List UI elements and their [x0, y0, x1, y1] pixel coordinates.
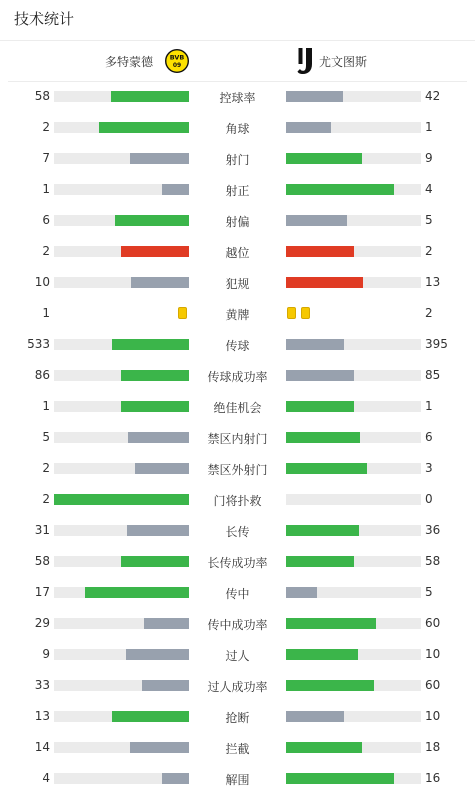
away-stat-value: 4 [425, 182, 433, 196]
home-stat-value: 17 [34, 585, 50, 599]
away-stat-bar-track [286, 122, 421, 133]
stat-label: 绝佳机会 [213, 401, 262, 415]
away-stat-bar-track [286, 494, 421, 505]
stat-label: 犯规 [225, 277, 250, 291]
home-stat-bar-fill [85, 587, 189, 598]
yellow-card-icon [287, 307, 296, 319]
away-stat-value: 0 [425, 492, 433, 506]
home-stat-bar-track [54, 711, 189, 722]
home-stat-bar-track [54, 649, 189, 660]
stat-label: 解围 [225, 773, 250, 787]
stat-label: 射门 [225, 153, 250, 167]
away-stat-bar-fill [286, 649, 358, 660]
home-stat-bar-track [54, 370, 189, 381]
home-stat-bar-track [54, 277, 189, 288]
stat-row [0, 608, 475, 639]
away-stat-value: 10 [425, 647, 441, 661]
teams-header [8, 41, 467, 82]
stat-row [0, 546, 475, 577]
away-stat-bar-track [286, 184, 421, 195]
away-team-name[interactable]: 尤文图斯 [319, 55, 368, 69]
home-stat-bar-track [54, 184, 189, 195]
away-stat-bar-fill [286, 680, 374, 691]
stat-row [0, 484, 475, 515]
stat-row [0, 298, 475, 329]
home-stat-bar-track [54, 215, 189, 226]
home-team-name[interactable]: 多特蒙德 [104, 55, 153, 69]
home-stat-value: 1 [42, 182, 50, 196]
home-stat-value: 533 [27, 337, 50, 351]
away-stat-bar-track [286, 742, 421, 753]
away-stat-value: 60 [425, 678, 441, 692]
away-stat-bar-track [286, 91, 421, 102]
home-stat-value: 6 [42, 213, 50, 227]
away-stat-value: 85 [425, 368, 441, 382]
stat-label: 角球 [225, 122, 250, 136]
away-stat-bar-track [286, 246, 421, 257]
home-stat-bar-fill [54, 494, 189, 505]
stat-row [0, 391, 475, 422]
stat-row [0, 577, 475, 608]
bvb-logo-text-top: BVB [169, 53, 185, 62]
away-stat-bar-track [286, 680, 421, 691]
away-stat-value: 1 [425, 120, 433, 134]
stats-list [0, 81, 475, 794]
away-stat-bar-fill [286, 184, 394, 195]
home-stat-value: 2 [42, 461, 50, 475]
away-stat-value: 5 [425, 585, 433, 599]
away-stat-value: 2 [425, 244, 433, 258]
stat-label: 传球成功率 [207, 370, 268, 384]
home-stat-value: 29 [34, 616, 50, 630]
stat-label: 过人成功率 [207, 680, 268, 694]
away-stat-bar-track [286, 215, 421, 226]
bvb-crest-icon[interactable] [165, 49, 189, 73]
away-stat-value: 2 [425, 306, 433, 320]
home-stat-bar-track [54, 494, 189, 505]
away-stat-bar-fill [286, 525, 359, 536]
home-stat-bar-fill [99, 122, 189, 133]
stat-row [0, 515, 475, 546]
stat-label: 射正 [225, 184, 250, 198]
stat-row [0, 453, 475, 484]
home-stat-value: 9 [42, 647, 50, 661]
home-stat-value: 33 [34, 678, 50, 692]
away-stat-bar-track [286, 649, 421, 660]
home-stat-value: 2 [42, 244, 50, 258]
away-stat-bar-track [286, 432, 421, 443]
stat-label: 长传 [225, 525, 250, 539]
home-stat-value: 1 [42, 306, 50, 320]
stat-label: 长传成功率 [207, 556, 268, 570]
away-stat-bar-fill [286, 742, 362, 753]
stat-label: 传球 [225, 339, 250, 353]
home-stat-value: 4 [42, 771, 50, 785]
stat-label: 越位 [225, 246, 250, 260]
bvb-logo-text-bottom: 09 [172, 61, 182, 69]
home-stat-bar-fill [121, 246, 189, 257]
away-stat-value: 36 [425, 523, 441, 537]
home-stat-bar-track [54, 773, 189, 784]
home-stat-bar-fill [130, 153, 189, 164]
stat-label: 传中成功率 [207, 618, 268, 632]
away-stat-bar-track [286, 401, 421, 412]
away-stat-value: 6 [425, 430, 433, 444]
home-stat-bar-fill [162, 184, 189, 195]
away-stat-value: 5 [425, 213, 433, 227]
home-stat-bar-track [54, 463, 189, 474]
home-stat-value: 2 [42, 492, 50, 506]
away-stat-bar-track [286, 153, 421, 164]
stat-row [0, 143, 475, 174]
home-stat-bar-fill [162, 773, 189, 784]
home-stat-bar-track [54, 525, 189, 536]
away-stat-bar-track [286, 587, 421, 598]
stat-label: 拦截 [225, 742, 250, 756]
home-stat-value: 2 [42, 120, 50, 134]
away-stat-bar-fill [286, 339, 344, 350]
home-stat-bar-fill [127, 525, 189, 536]
away-stat-value: 395 [425, 337, 448, 351]
stat-label: 控球率 [219, 91, 256, 105]
away-stat-bar-fill [286, 618, 376, 629]
away-stat-bar-track [286, 711, 421, 722]
home-stat-bar-track [54, 618, 189, 629]
away-stat-bar-track [286, 556, 421, 567]
away-stat-bar-fill [286, 370, 354, 381]
stat-row [0, 732, 475, 763]
stat-row [0, 670, 475, 701]
stat-row [0, 205, 475, 236]
home-stat-bar-fill [128, 432, 189, 443]
away-stat-bar-track [286, 773, 421, 784]
stat-label: 过人 [225, 649, 250, 663]
home-stat-bar-fill [111, 91, 189, 102]
stat-label: 禁区内射门 [207, 432, 268, 446]
home-stat-bar-fill [126, 649, 189, 660]
stat-label: 门将扑救 [213, 494, 262, 508]
stat-row [0, 267, 475, 298]
away-stat-bar-fill [286, 401, 354, 412]
home-stat-bar-fill [121, 556, 189, 567]
home-stat-value: 7 [42, 151, 50, 165]
stat-row [0, 360, 475, 391]
home-stat-value: 1 [42, 399, 50, 413]
home-stat-bar-fill [135, 463, 189, 474]
away-stat-bar-fill [286, 556, 354, 567]
stat-label: 传中 [225, 587, 250, 601]
away-stat-value: 10 [425, 709, 441, 723]
stat-label: 抢断 [225, 711, 250, 725]
home-stat-bar-fill [112, 711, 189, 722]
away-stat-bar-track [286, 463, 421, 474]
away-stat-bar-track [286, 525, 421, 536]
home-stat-bar-track [54, 742, 189, 753]
away-stat-bar-fill [286, 587, 317, 598]
home-stat-bar-track [54, 680, 189, 691]
away-stat-value: 60 [425, 616, 441, 630]
home-stat-bar-track [54, 91, 189, 102]
home-stat-bar-track [54, 153, 189, 164]
home-stat-bar-fill [112, 339, 189, 350]
away-stat-bar-fill [286, 215, 347, 226]
home-stat-bar-track [54, 401, 189, 412]
home-stat-value: 10 [34, 275, 50, 289]
away-stat-value: 9 [425, 151, 433, 165]
home-stat-bar-track [54, 122, 189, 133]
away-stat-value: 13 [425, 275, 441, 289]
stat-row [0, 174, 475, 205]
stat-row [0, 112, 475, 143]
stat-label: 黄牌 [225, 308, 250, 322]
away-stat-bar-fill [286, 463, 367, 474]
stat-row [0, 81, 475, 112]
home-stat-bar-fill [144, 618, 189, 629]
home-stat-value: 86 [34, 368, 50, 382]
home-stat-bar-fill [121, 401, 189, 412]
away-stat-bar-fill [286, 246, 354, 257]
away-stat-bar-fill [286, 91, 343, 102]
home-stat-bar-track [54, 587, 189, 598]
away-stat-bar-fill [286, 711, 344, 722]
stat-label: 禁区外射门 [207, 463, 268, 477]
stat-row [0, 422, 475, 453]
home-stat-value: 14 [34, 740, 50, 754]
yellow-card-icon [178, 307, 187, 319]
home-stat-value: 58 [34, 554, 50, 568]
stat-row [0, 236, 475, 267]
away-stat-bar-fill [286, 153, 362, 164]
stat-row [0, 639, 475, 670]
stat-row [0, 701, 475, 732]
home-stat-value: 31 [34, 523, 50, 537]
away-stat-value: 16 [425, 771, 441, 785]
stat-row [0, 763, 475, 794]
stat-label: 射偏 [225, 215, 250, 229]
away-stat-bar-track [286, 618, 421, 629]
yellow-card-icon [301, 307, 310, 319]
away-stat-bar-fill [286, 773, 394, 784]
home-stat-bar-track [54, 246, 189, 257]
away-stat-bar-fill [286, 277, 363, 288]
away-stat-value: 58 [425, 554, 441, 568]
away-stat-value: 42 [425, 89, 441, 103]
home-stat-bar-fill [130, 742, 189, 753]
home-stat-bar-fill [142, 680, 189, 691]
away-stat-value: 18 [425, 740, 441, 754]
home-stat-bar-track [54, 339, 189, 350]
home-stat-bar-fill [131, 277, 189, 288]
away-stat-bar-track [286, 370, 421, 381]
home-stat-bar-track [54, 556, 189, 567]
away-stat-bar-fill [286, 122, 331, 133]
home-stat-bar-fill [121, 370, 189, 381]
away-stat-value: 3 [425, 461, 433, 475]
away-stat-bar-track [286, 339, 421, 350]
page-title: 技术统计 [14, 10, 75, 28]
juventus-j-icon[interactable] [297, 47, 313, 75]
away-stat-value: 1 [425, 399, 433, 413]
home-stat-value: 13 [34, 709, 50, 723]
home-stat-value: 5 [42, 430, 50, 444]
home-stat-value: 58 [34, 89, 50, 103]
home-stat-bar-fill [115, 215, 189, 226]
home-stat-bar-track [54, 432, 189, 443]
stat-row [0, 329, 475, 360]
away-stat-bar-fill [286, 432, 360, 443]
away-stat-bar-track [286, 277, 421, 288]
